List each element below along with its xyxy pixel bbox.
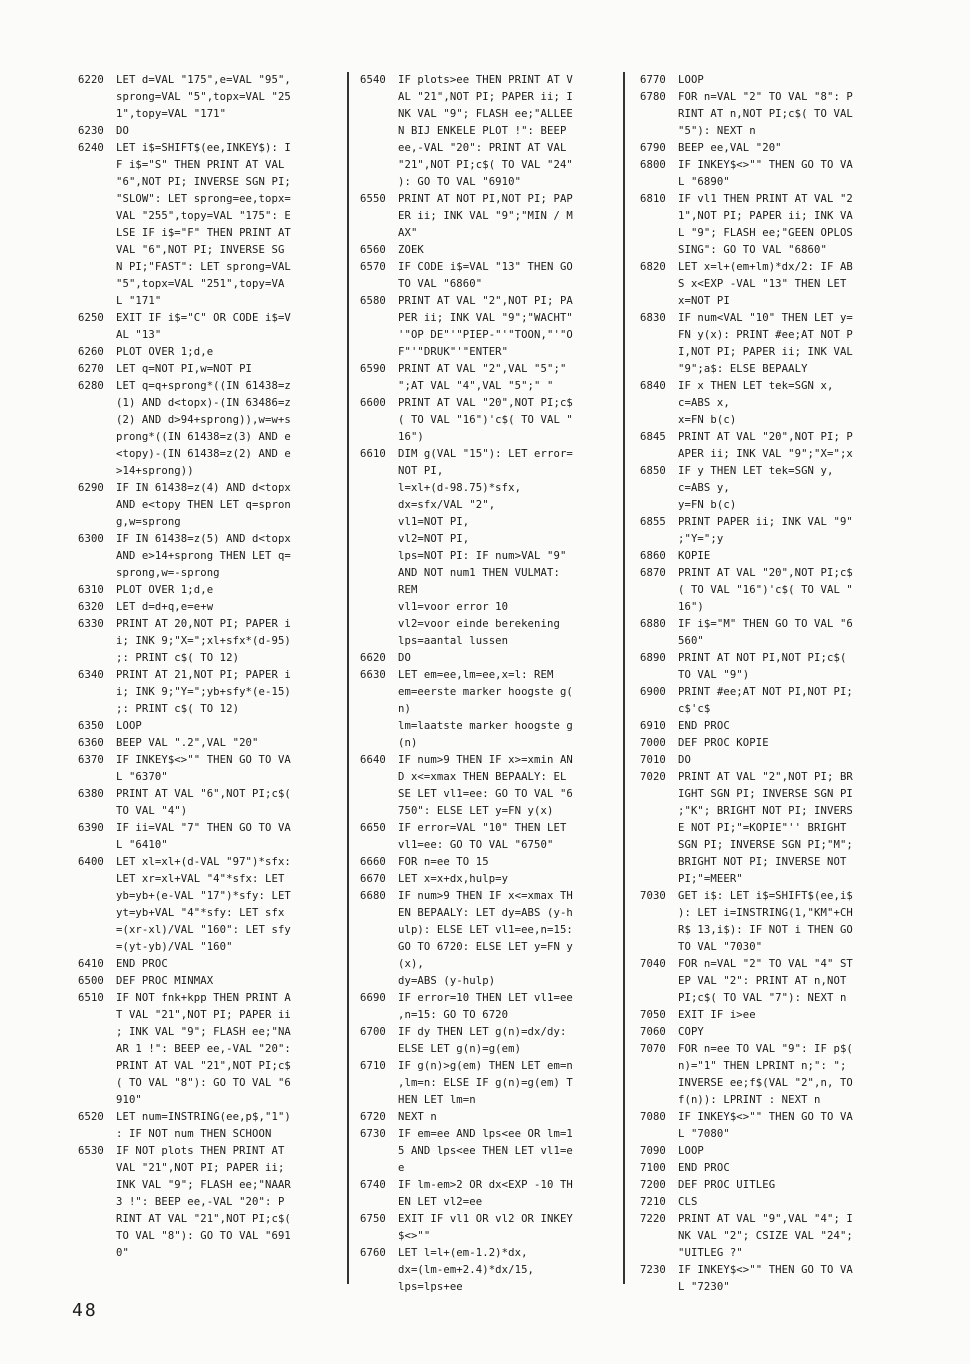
line-code: PLOT OVER 1;d,e — [116, 346, 214, 358]
code-line — [640, 956, 902, 1007]
line-number: 6380 — [78, 788, 104, 800]
line-code: LOOP — [116, 720, 142, 732]
code-line — [640, 310, 902, 378]
line-number: 6870 — [640, 567, 666, 579]
line-number: 6330 — [78, 618, 104, 630]
line-number: 6510 — [78, 992, 104, 1004]
line-code: PRINT AT VAL "9",VAL "4"; I NK VAL "2"; CSIZE VAL "24"; "UITLEG ?" — [678, 1213, 853, 1259]
code-line — [640, 1177, 902, 1194]
line-code: BEEP ee,VAL "20" — [678, 142, 782, 154]
line-code: IF i$="M" THEN GO TO VAL "6 560" — [678, 618, 853, 647]
line-code: IF num<VAL "10" THEN LET y= FN y(x): PRINT #ee;AT NOT P I,NOT PI; PAPER ii; INK VAL "9";a$: ELSE BEPAALY — [678, 312, 853, 375]
code-line — [360, 293, 622, 361]
line-number: 7040 — [640, 958, 666, 970]
line-number: 7030 — [640, 890, 666, 902]
line-code: PRINT AT VAL "2",VAL "5";" ";AT VAL "4",VAL "5";" " — [398, 363, 567, 392]
line-number: 6240 — [78, 142, 104, 154]
line-number: 6730 — [360, 1128, 386, 1140]
code-line — [78, 616, 340, 667]
line-code: BEEP VAL ".2",VAL "20" — [116, 737, 259, 749]
line-number: 6640 — [360, 754, 386, 766]
code-line — [78, 123, 340, 140]
line-code: EXIT IF i>ee — [678, 1009, 756, 1021]
code-line — [640, 718, 902, 735]
code-line — [78, 752, 340, 786]
line-number: 7060 — [640, 1026, 666, 1038]
line-code: LET xl=xl+(d-VAL "97")*sfx: LET xr=xl+VAL "4"*sfx: LET yb=yb+(e-VAL "17")*sfy: LET yt=yb+VAL "4"*sfy: LET sfx =(xr-xl)/VAL "160": LET sfy =(yt-yb)/VAL "160" — [116, 856, 291, 953]
line-number: 6790 — [640, 142, 666, 154]
line-code: EXIT IF vl1 OR vl2 OR INKEY $<>"" — [398, 1213, 573, 1242]
code-line — [78, 820, 340, 854]
line-number: 6340 — [78, 669, 104, 681]
line-number: 6880 — [640, 618, 666, 630]
line-number: 7100 — [640, 1162, 666, 1174]
code-line — [78, 1109, 340, 1143]
line-number: 6710 — [360, 1060, 386, 1072]
code-line — [360, 820, 622, 854]
code-line — [640, 429, 902, 463]
line-number: 6500 — [78, 975, 104, 987]
line-code: DIM g(VAL "15"): LET error= NOT PI, l=xl+(d-98.75)*sfx, dx=sfx/VAL "2", vl1=NOT PI, vl2=NOT PI, lps=NOT PI: IF num>VAL "9" AND NOT num1 THEN VULMAT: REM vl1=voor error 10 vl2=voor einde berekening lps=aantal lussen — [398, 448, 573, 647]
line-number: 6780 — [640, 91, 666, 103]
code-line — [78, 735, 340, 752]
line-number: 6890 — [640, 652, 666, 664]
line-code: IF y THEN LET tek=SGN y, c=ABS y, y=FN b(c) — [678, 465, 834, 511]
line-code: END PROC — [116, 958, 168, 970]
code-line — [360, 650, 622, 667]
line-code: PRINT AT VAL "20",NOT PI;c$ ( TO VAL "16")'c$( TO VAL " 16") — [398, 397, 573, 443]
line-code: PRINT AT VAL "2",NOT PI; BR IGHT SGN PI; INVERSE SGN PI ;"K"; BRIGHT NOT PI; INVERS E NOT PI;"=KOPIE"'' BRIGHT SGN PI; INVERSE SGN PI;"M"; BRIGHT NOT PI; INVERSE NOT PI;"=MEER" — [678, 771, 853, 885]
column-divider-1 — [347, 72, 349, 1284]
code-line — [640, 72, 902, 89]
line-code: CLS — [678, 1196, 698, 1208]
code-line — [360, 1058, 622, 1109]
line-number: 6770 — [640, 74, 666, 86]
code-line — [78, 344, 340, 361]
line-code: LET em=ee,lm=ee,x=l: REM em=eerste marker hoogste g( n) lm=laatste marker hoogste g (n) — [398, 669, 573, 749]
line-code: DO — [116, 125, 129, 137]
code-line — [360, 1126, 622, 1177]
line-number: 6570 — [360, 261, 386, 273]
code-line — [360, 1211, 622, 1245]
code-line — [360, 854, 622, 871]
line-code: FOR n=VAL "2" TO VAL "8": P RINT AT n,NOT PI;c$( TO VAL "5"): NEXT n — [678, 91, 853, 137]
line-code: LET num=INSTRING(ee,p$,"1") : IF NOT num THEN SCHOON — [116, 1111, 291, 1140]
code-line — [640, 735, 902, 752]
line-code: IF INKEY$<>"" THEN GO TO VA L "6890" — [678, 159, 853, 188]
line-code: IF error=10 THEN LET vl1=ee ,n=15: GO TO 6720 — [398, 992, 573, 1021]
code-line — [640, 1262, 902, 1296]
code-line — [78, 531, 340, 582]
line-number: 6850 — [640, 465, 666, 477]
line-code: IF CODE i$=VAL "13" THEN GO TO VAL "6860" — [398, 261, 573, 290]
line-number: 6680 — [360, 890, 386, 902]
line-code: PRINT AT NOT PI,NOT PI; PAP ER ii; INK VAL "9";"MIN / M AX" — [398, 193, 573, 239]
code-line — [640, 888, 902, 956]
line-number: 6270 — [78, 363, 104, 375]
line-number: 7210 — [640, 1196, 666, 1208]
code-line — [360, 259, 622, 293]
line-number: 7080 — [640, 1111, 666, 1123]
line-code: EXIT IF i$="C" OR CODE i$=V AL "13" — [116, 312, 291, 341]
line-code: FOR n=VAL "2" TO VAL "4" ST EP VAL "2": PRINT AT n,NOT PI;c$( TO VAL "7"): NEXT n — [678, 958, 853, 1004]
listing-column-2 — [360, 72, 622, 1296]
line-code: PRINT AT 20,NOT PI; PAPER i i; INK 9;"X=";xl+sfx*(d-95) ;: PRINT c$( TO 12) — [116, 618, 291, 664]
line-code: DEF PROC KOPIE — [678, 737, 769, 749]
line-number: 6220 — [78, 74, 104, 86]
line-number: 6550 — [360, 193, 386, 205]
line-number: 7200 — [640, 1179, 666, 1191]
line-code: COPY — [678, 1026, 704, 1038]
listing-column-3 — [640, 72, 902, 1296]
code-line — [360, 191, 622, 242]
line-code: PRINT PAPER ii; INK VAL "9" ;"Y=";y — [678, 516, 853, 545]
line-code: IF INKEY$<>"" THEN GO TO VA L "7080" — [678, 1111, 853, 1140]
line-code: IF num>9 THEN IF x>=xmin AN D x<=xmax THEN BEPAALY: EL SE LET vl1=ee: GO TO VAL "6 750": ELSE LET y=FN y(x) — [398, 754, 573, 817]
line-number: 6540 — [360, 74, 386, 86]
code-line — [360, 361, 622, 395]
line-code: PRINT AT NOT PI,NOT PI;c$( TO VAL "9") — [678, 652, 847, 681]
code-line — [78, 599, 340, 616]
code-line — [640, 650, 902, 684]
line-number: 6820 — [640, 261, 666, 273]
code-line — [78, 378, 340, 480]
code-line — [360, 1177, 622, 1211]
line-code: DEF PROC MINMAX — [116, 975, 214, 987]
line-code: LOOP — [678, 1145, 704, 1157]
code-line — [360, 1024, 622, 1058]
code-line — [640, 1041, 902, 1109]
line-code: IF INKEY$<>"" THEN GO TO VA L "6370" — [116, 754, 291, 783]
line-code: NEXT n — [398, 1111, 437, 1123]
line-number: 6670 — [360, 873, 386, 885]
line-number: 6855 — [640, 516, 666, 528]
line-code: LET i$=SHIFT$(ee,INKEY$): I F i$="S" THEN PRINT AT VAL "6",NOT PI; INVERSE SGN PI; "SLOW": LET sprong=ee,topx= VAL "255",topy=VAL "175": E LSE IF i$="F" THEN PRINT AT VAL "6",NOT PI; INVERSE SG N PI;"FAST": LET sprong=VAL "5",topx=VAL "251",topy=VA L "171" — [116, 142, 291, 307]
line-number: 6630 — [360, 669, 386, 681]
code-line — [640, 684, 902, 718]
code-line — [640, 157, 902, 191]
code-line — [640, 565, 902, 616]
code-line — [360, 446, 622, 650]
line-number: 6750 — [360, 1213, 386, 1225]
line-code: IF IN 61438=z(4) AND d<topx AND e<topy THEN LET q=spron g,w=sprong — [116, 482, 291, 528]
line-number: 6250 — [78, 312, 104, 324]
line-number: 6350 — [78, 720, 104, 732]
line-code: IF plots>ee THEN PRINT AT V AL "21",NOT PI; PAPER ii; I NK VAL "9"; FLASH ee;"ALLEE N BIJ ENKELE PLOT !": BEEP ee,-VAL "20": PRINT AT VAL "21",NOT PI;c$( TO VAL "24" ): GO TO VAL "6910" — [398, 74, 573, 188]
line-code: IF error=VAL "10" THEN LET vl1=ee: GO TO VAL "6750" — [398, 822, 567, 851]
code-line — [78, 990, 340, 1109]
line-number: 6700 — [360, 1026, 386, 1038]
code-line — [360, 1109, 622, 1126]
line-code: PRINT AT VAL "20",NOT PI;c$ ( TO VAL "16")'c$( TO VAL " 16") — [678, 567, 853, 613]
code-line — [360, 990, 622, 1024]
code-line — [360, 888, 622, 990]
line-code: LET d=VAL "175",e=VAL "95", sprong=VAL "5",topx=VAL "25 1",topy=VAL "171" — [116, 74, 291, 120]
line-code: PRINT AT VAL "2",NOT PI; PA PER ii; INK VAL "9";"WACHT" '"OP DE"'"PIEP-"'"TOON,"'"O F"'"DRUK"'"ENTER" — [398, 295, 573, 358]
line-number: 6810 — [640, 193, 666, 205]
line-number: 6360 — [78, 737, 104, 749]
line-number: 6830 — [640, 312, 666, 324]
line-number: 6840 — [640, 380, 666, 392]
line-code: DO — [398, 652, 411, 664]
code-line — [78, 667, 340, 718]
line-number: 6740 — [360, 1179, 386, 1191]
line-code: IF x THEN LET tek=SGN x, c=ABS x, x=FN b(c) — [678, 380, 834, 426]
code-line — [360, 395, 622, 446]
line-number: 7230 — [640, 1264, 666, 1276]
code-line — [78, 854, 340, 956]
code-line — [78, 140, 340, 310]
code-line — [640, 548, 902, 565]
code-line — [360, 1245, 622, 1296]
line-number: 6560 — [360, 244, 386, 256]
line-code: LET l=l+(em-1.2)*dx, dx=(lm-em+2.4)*dx/15, lps=lps+ee — [398, 1247, 535, 1293]
line-number: 6600 — [360, 397, 386, 409]
code-line — [640, 752, 902, 769]
line-code: FOR n=ee TO VAL "9": IF p$( n)="1" THEN LPRINT n;": "; INVERSE ee;f$(VAL "2",n, TO f(n)): LPRINT : NEXT n — [678, 1043, 853, 1106]
line-number: 6690 — [360, 992, 386, 1004]
line-code: IF INKEY$<>"" THEN GO TO VA L "7230" — [678, 1264, 853, 1293]
line-code: ZOEK — [398, 244, 424, 256]
line-code: END PROC — [678, 720, 730, 732]
code-line — [78, 1143, 340, 1262]
code-line — [640, 769, 902, 888]
code-line — [360, 871, 622, 888]
code-line — [640, 1109, 902, 1143]
line-code: LET q=NOT PI,w=NOT PI — [116, 363, 253, 375]
line-number: 6610 — [360, 448, 386, 460]
line-code: LOOP — [678, 74, 704, 86]
code-line — [78, 361, 340, 378]
line-number: 7220 — [640, 1213, 666, 1225]
line-code: IF vl1 THEN PRINT AT VAL "2 1",NOT PI; PAPER ii; INK VA L "9"; FLASH ee;"GEEN OPLOS SING": GO TO VAL "6860" — [678, 193, 853, 256]
code-line — [360, 752, 622, 820]
code-line — [360, 242, 622, 259]
code-line — [640, 1024, 902, 1041]
line-code: LET q=q+sprong*((IN 61438=z (1) AND d<topx)-(IN 63486=z (2) AND d>94+sprong)),w=w+s prong*((IN 61438=z(3) AND e <topy)-(IN 61438=z(2) AND e >14+sprong)) — [116, 380, 291, 477]
code-line — [78, 310, 340, 344]
line-code: DO — [678, 754, 691, 766]
code-line — [78, 718, 340, 735]
line-code: PRINT AT VAL "6",NOT PI;c$( TO VAL "4") — [116, 788, 291, 817]
line-number: 6720 — [360, 1111, 386, 1123]
line-code: PRINT #ee;AT NOT PI,NOT PI; c$'c$ — [678, 686, 853, 715]
code-line — [360, 72, 622, 191]
line-code: LET d=d+q,e=e+w — [116, 601, 214, 613]
line-number: 6650 — [360, 822, 386, 834]
code-line — [360, 667, 622, 752]
code-line — [640, 1211, 902, 1262]
code-line — [640, 514, 902, 548]
line-number: 6760 — [360, 1247, 386, 1259]
code-line — [640, 140, 902, 157]
line-code: IF num>9 THEN IF x<=xmax TH EN BEPAALY: LET dy=ABS (y-h ulp): ELSE LET vl1=ee,n=15: GO TO 6720: ELSE LET y=FN y (x), dy=ABS (y-hulp) — [398, 890, 573, 987]
line-code: KOPIE — [678, 550, 711, 562]
line-number: 6280 — [78, 380, 104, 392]
line-number: 6660 — [360, 856, 386, 868]
line-code: LET x=x+dx,hulp=y — [398, 873, 509, 885]
line-number: 6300 — [78, 533, 104, 545]
line-code: PRINT AT VAL "20",NOT PI; P APER ii; INK VAL "9";"X=";x — [678, 431, 853, 460]
line-number: 6590 — [360, 363, 386, 375]
page-number: 48 — [72, 1300, 98, 1321]
code-line — [640, 259, 902, 310]
code-line — [640, 616, 902, 650]
line-number: 6800 — [640, 159, 666, 171]
line-number: 7070 — [640, 1043, 666, 1055]
code-line — [640, 89, 902, 140]
code-line — [640, 1160, 902, 1177]
line-number: 7000 — [640, 737, 666, 749]
line-number: 6910 — [640, 720, 666, 732]
line-code: PLOT OVER 1;d,e — [116, 584, 214, 596]
code-line — [640, 463, 902, 514]
line-number: 6620 — [360, 652, 386, 664]
code-line — [78, 582, 340, 599]
code-line — [78, 480, 340, 531]
line-code: END PROC — [678, 1162, 730, 1174]
line-number: 6410 — [78, 958, 104, 970]
line-number: 6390 — [78, 822, 104, 834]
line-number: 6400 — [78, 856, 104, 868]
line-code: GET i$: LET i$=SHIFT$(ee,i$ ): LET i=INSTRING(1,"KM"+CH R$ 13,i$): IF NOT i THEN GO TO VAL "7030" — [678, 890, 853, 953]
line-code: PRINT AT 21,NOT PI; PAPER i i; INK 9;"Y=";yb+sfy*(e-15) ;: PRINT c$( TO 12) — [116, 669, 291, 715]
line-number: 6310 — [78, 584, 104, 596]
code-line — [640, 378, 902, 429]
line-code: IF lm-em>2 OR dx<EXP -10 TH EN LET vl2=ee — [398, 1179, 573, 1208]
line-number: 7020 — [640, 771, 666, 783]
code-line — [78, 786, 340, 820]
code-line — [78, 72, 340, 123]
line-code: IF em=ee AND lps<ee OR lm=1 5 AND lps<ee THEN LET vl1=e e — [398, 1128, 573, 1174]
line-code: DEF PROC UITLEG — [678, 1179, 776, 1191]
line-number: 7050 — [640, 1009, 666, 1021]
line-code: IF dy THEN LET g(n)=dx/dy: ELSE LET g(n)=g(em) — [398, 1026, 567, 1055]
line-number: 6260 — [78, 346, 104, 358]
line-number: 6370 — [78, 754, 104, 766]
line-number: 6860 — [640, 550, 666, 562]
code-line — [78, 973, 340, 990]
line-number: 7090 — [640, 1145, 666, 1157]
line-code: IF IN 61438=z(5) AND d<topx AND e>14+sprong THEN LET q= sprong,w=-sprong — [116, 533, 291, 579]
line-number: 7010 — [640, 754, 666, 766]
line-number: 6900 — [640, 686, 666, 698]
line-number: 6230 — [78, 125, 104, 137]
line-code: IF ii=VAL "7" THEN GO TO VA L "6410" — [116, 822, 291, 851]
column-divider-2 — [623, 72, 625, 1284]
line-number: 6530 — [78, 1145, 104, 1157]
code-line — [640, 1143, 902, 1160]
line-code: IF g(n)>g(em) THEN LET em=n ,lm=n: ELSE IF g(n)=g(em) T HEN LET lm=n — [398, 1060, 573, 1106]
line-code: IF NOT plots THEN PRINT AT VAL "21",NOT PI; PAPER ii; INK VAL "9"; FLASH ee;"NAAR 3 !": BEEP ee,-VAL "20": P RINT AT VAL "21",NOT PI;c$( TO VAL "8"): GO TO VAL "691 0" — [116, 1145, 291, 1259]
code-line — [78, 956, 340, 973]
line-code: LET x=l+(em+lm)*dx/2: IF AB S x<EXP -VAL "13" THEN LET x=NOT PI — [678, 261, 853, 307]
line-code: FOR n=ee TO 15 — [398, 856, 489, 868]
code-line — [640, 1194, 902, 1211]
line-number: 6290 — [78, 482, 104, 494]
line-number: 6845 — [640, 431, 666, 443]
code-line — [640, 1007, 902, 1024]
line-number: 6580 — [360, 295, 386, 307]
line-number: 6320 — [78, 601, 104, 613]
listing-column-1 — [78, 72, 340, 1262]
code-line — [640, 191, 902, 259]
line-code: IF NOT fnk+kpp THEN PRINT A T VAL "21",NOT PI; PAPER ii ; INK VAL "9"; FLASH ee;"NA AR 1 !": BEEP ee,-VAL "20": PRINT AT VAL "21",NOT PI;c$ ( TO VAL "8"): GO TO VAL "6 910" — [116, 992, 291, 1106]
line-number: 6520 — [78, 1111, 104, 1123]
